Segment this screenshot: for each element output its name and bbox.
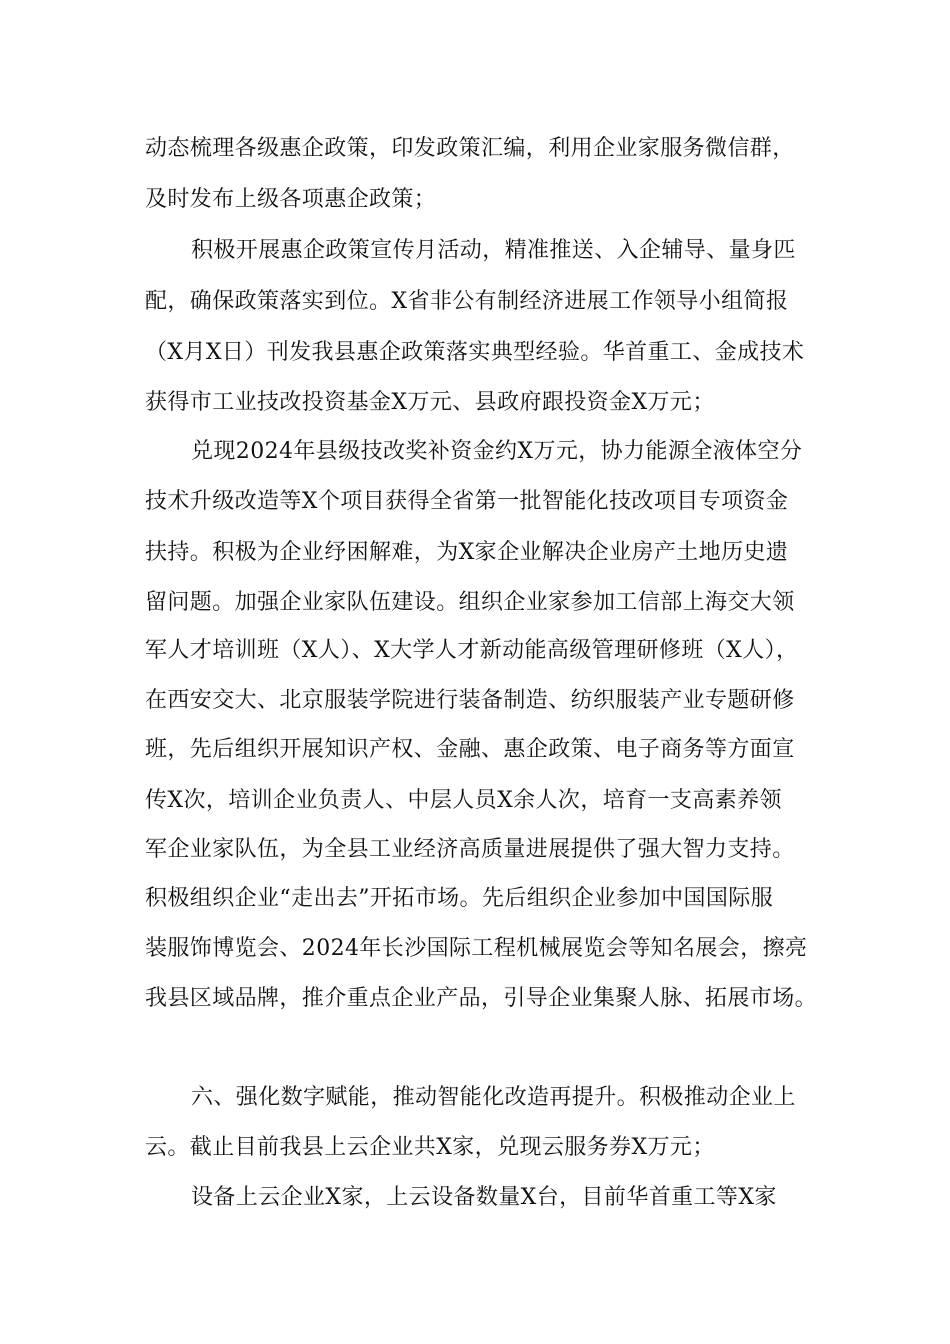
text-line: 设备上云企业X家，上云设备数量X台，目前华首重工等X家 (191, 1185, 777, 1210)
text-line: 积极开展惠企政策宣传月活动，精准推送、入企辅导、量身匹 (191, 238, 796, 263)
text-line: 军人才培训班（X人）、X大学人才新动能高级管理研修班（X人）， (145, 638, 799, 663)
text-line: 我县区域品牌，推介重点企业产品，引导企业集聚人脉、拓展市场。 (145, 986, 818, 1011)
text-line: 班，先后组织开展知识产权、金融、惠企政策、电子商务等方面宣 (145, 737, 795, 762)
text-line: 装服饰博览会、2024年长沙国际工程机械展览会等知名展会，擦亮 (145, 936, 808, 961)
text-line: （X月X日）刊发我县惠企政策落实典型经验。华首重工、金成技术 (145, 340, 805, 365)
text-line: 获得市工业技改投资基金X万元、县政府跟投资金X万元； (145, 390, 715, 415)
text-line: 传X次，培训企业负责人、中层人员X余人次，培育一支高素养领 (145, 788, 782, 813)
text-line: 动态梳理各级惠企政策，印发政策汇编，利用企业家服务微信群， (145, 136, 795, 161)
text-line: 扶持。积极为企业纾困解难，为X家企业解决企业房产土地历史遗 (145, 540, 789, 565)
text-line: 留问题。加强企业家队伍建设。组织企业家参加工信部上海交大领 (145, 590, 795, 615)
text-line: 云。截止目前我县上云企业共X家，兑现云服务券X万元； (145, 1135, 715, 1160)
text-line: 兑现2024年县级技改奖补资金约X万元，协力能源全液体空分 (191, 439, 803, 464)
text-line: 军企业家队伍，为全县工业经济高质量进展提供了强大智力支持。 (145, 837, 795, 862)
text-line: 积极组织企业“走出去”开拓市场。先后组织企业参加中国国际服 (145, 886, 774, 911)
text-line: 及时发布上级各项惠企政策； (145, 187, 437, 212)
text-line: 配，确保政策落实到位。X省非公有制经济进展工作领导小组简报 (145, 289, 789, 314)
text-line: 六、强化数字赋能，推动智能化改造再提升。积极推动企业上 (191, 1085, 796, 1110)
text-line: 在西安交大、北京服装学院进行装备制造、纺织服装产业专题研修 (145, 688, 795, 713)
text-line: 技术升级改造等X个项目获得全省第一批智能化技改项目专项资金 (145, 489, 789, 514)
